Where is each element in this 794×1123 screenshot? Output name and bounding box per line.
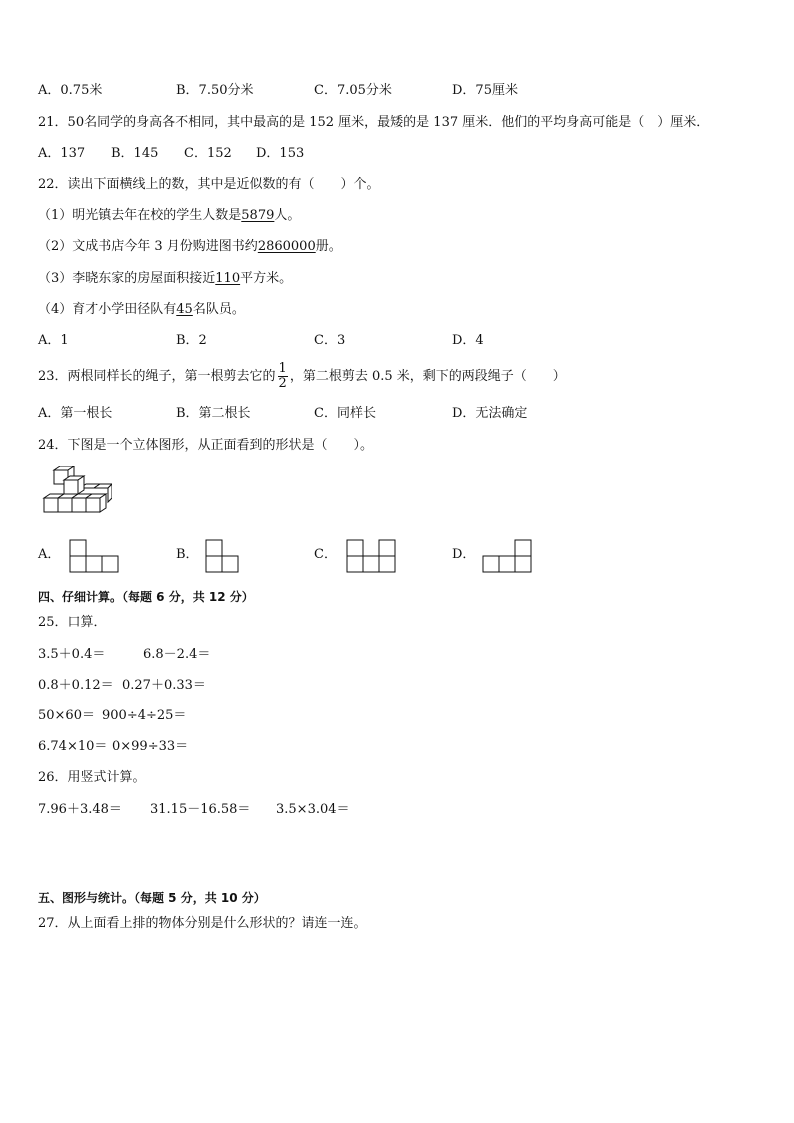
q23-text-pre: 23．两根同样长的绳子，第一根剪去它的 xyxy=(38,369,276,384)
q25-row2-b: 0.27＋0.33＝ xyxy=(122,678,206,693)
q22-item-1 xyxy=(38,207,300,225)
q23-option-c: C．同样长 xyxy=(314,406,376,421)
q21-option-c: C．152 xyxy=(184,146,232,161)
q21-option-d: D．153 xyxy=(256,146,305,161)
q22-item-2-pre: （2）文成书店今年 3 月份购进图书约 xyxy=(38,239,258,254)
q26-text: 26．用竖式计算。 xyxy=(38,770,146,785)
q26-item-1: 7.96＋3.48＝ xyxy=(38,802,122,817)
q24-option-b-label: B． xyxy=(176,547,199,562)
q25-row4-a: 6.74×10＝ xyxy=(38,739,108,754)
q22-item-2-number: 2860000 xyxy=(257,239,316,254)
q24-option-b-shape xyxy=(204,538,244,574)
cube-figure xyxy=(40,466,112,518)
q23-text xyxy=(38,360,566,394)
q22-item-2-post: 册。 xyxy=(315,239,342,254)
q22-item-3-post: 平方米。 xyxy=(240,271,293,286)
q22-item-4-number: 45 xyxy=(176,302,193,317)
q22-item-1-post: 人。 xyxy=(274,208,301,223)
q22-text: 22．读出下面横线上的数，其中是近似数的有（ ）个。 xyxy=(38,177,380,192)
q21-option-b: B．145 xyxy=(111,146,159,161)
q25-row3-b: 900÷4÷25＝ xyxy=(102,708,187,723)
q22-item-1-number: 5879 xyxy=(241,208,275,223)
section-4-heading: 四、仔细计算。（每题 6 分，共 12 分） xyxy=(38,590,254,604)
q26-item-2: 31.15－16.58＝ xyxy=(150,802,251,817)
q27-text: 27．从上面看上排的物体分别是什么形状的？请连一连。 xyxy=(38,916,367,931)
q24-option-a-label: A． xyxy=(38,547,61,562)
q24-option-d-shape xyxy=(481,538,537,574)
q21-option-a: A．137 xyxy=(38,146,86,161)
q25-row1-a: 3.5＋0.4＝ xyxy=(38,647,106,662)
q22-option-c: C．3 xyxy=(314,333,346,348)
q24-option-c-label: C． xyxy=(314,547,337,562)
q23-fraction xyxy=(278,362,288,391)
q23-text-post: ，第二根剪去 0.5 米，剩下的两段绳子（ ） xyxy=(289,369,566,384)
q24-option-c-shape xyxy=(345,538,401,574)
q20-option-c: C．7.05分米 xyxy=(314,83,392,98)
q22-item-1-pre: （1）明光镇去年在校的学生人数是 xyxy=(38,208,242,223)
q23-option-a: A．第一根长 xyxy=(38,406,113,421)
q25-row1-b: 6.8－2.4＝ xyxy=(143,647,211,662)
q24-text: 24．下图是一个立体图形，从正面看到的形状是（ ）。 xyxy=(38,438,374,453)
q24-option-d-label: D． xyxy=(452,547,476,562)
q26-item-3: 3.5×3.04＝ xyxy=(276,802,350,817)
q23-fraction-denominator: 2 xyxy=(278,376,287,391)
q22-item-4 xyxy=(38,301,245,319)
q22-item-2 xyxy=(38,238,342,256)
q25-row4-b: 0×99÷33＝ xyxy=(112,739,189,754)
q20-option-d: D．75厘米 xyxy=(452,83,518,98)
q21-text: 21．50名同学的身高各不相同，其中最高的是 152 厘米，最矮的是 137 厘米．他们的平均身高可能是（ ）厘米． xyxy=(38,115,710,130)
q23-fraction-numerator: 1 xyxy=(278,361,287,376)
section-5-heading: 五、图形与统计。（每题 5 分，共 10 分） xyxy=(38,891,266,905)
q23-option-d: D．无法确定 xyxy=(452,406,528,421)
q20-option-a: A．0.75米 xyxy=(38,83,103,98)
q22-option-b: B．2 xyxy=(176,333,207,348)
q22-item-4-pre: （4）育才小学田径队有 xyxy=(38,302,177,317)
q25-row3-a: 50×60＝ xyxy=(38,708,95,723)
q25-row2-a: 0.8＋0.12＝ xyxy=(38,678,114,693)
q20-option-b: B．7.50分米 xyxy=(176,83,254,98)
q23-option-b: B．第二根长 xyxy=(176,406,251,421)
q24-option-a-shape xyxy=(68,538,122,574)
q22-option-a: A．1 xyxy=(38,333,69,348)
q22-item-3-pre: （3）李晓东家的房屋面积接近 xyxy=(38,271,216,286)
q22-option-d: D．4 xyxy=(452,333,484,348)
q22-item-3 xyxy=(38,270,292,288)
q25-text: 25．口算． xyxy=(38,615,107,630)
q22-item-3-number: 110 xyxy=(215,271,241,286)
q22-item-4-post: 名队员。 xyxy=(192,302,245,317)
